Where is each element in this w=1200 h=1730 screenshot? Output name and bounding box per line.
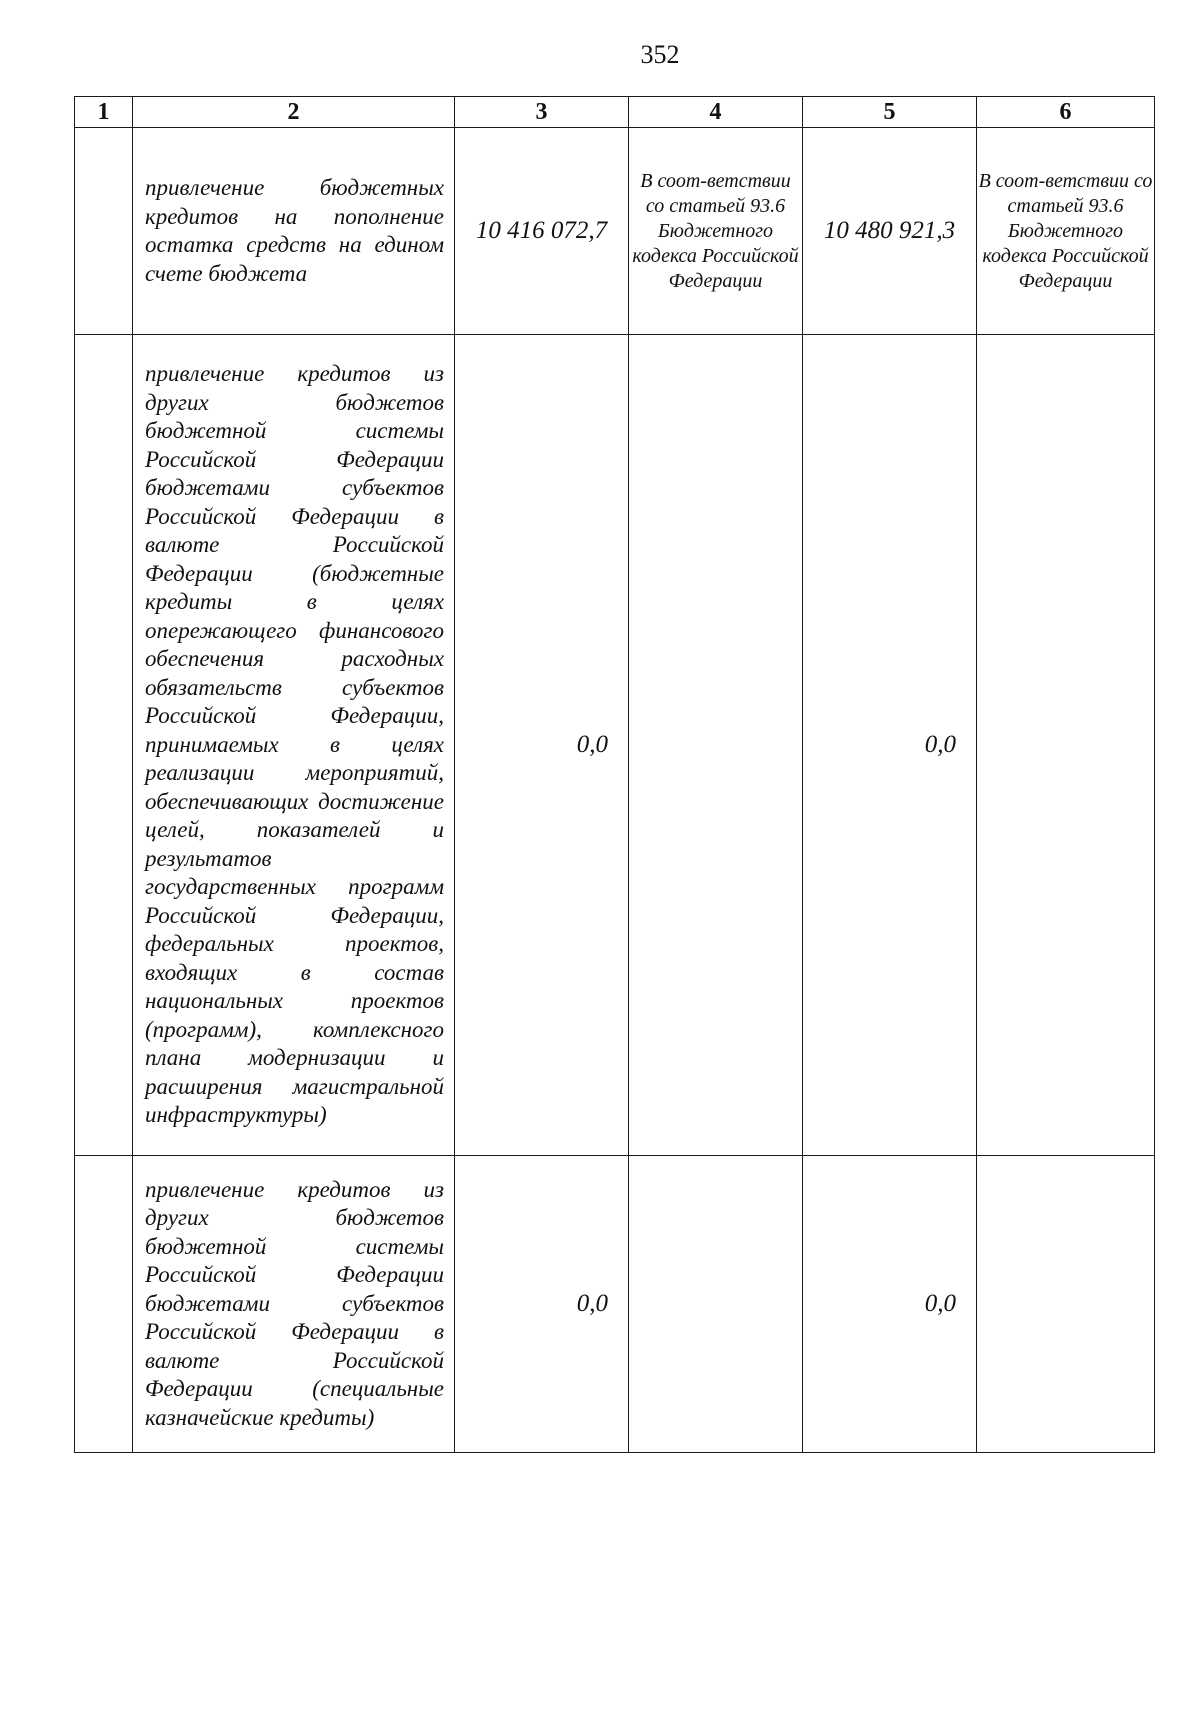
table-row <box>75 335 1155 1156</box>
row-number-cell <box>75 1156 133 1453</box>
plan-terms-cell <box>629 1156 803 1453</box>
column-header-5: 5 <box>803 97 977 128</box>
plan-value-cell: 0,0 <box>455 335 629 1156</box>
row-number-cell <box>75 335 133 1156</box>
column-header-4: 4 <box>629 97 803 128</box>
second-terms-cell <box>977 1156 1155 1453</box>
second-terms-cell <box>977 335 1155 1156</box>
table-header-row <box>75 97 1155 128</box>
column-header-1: 1 <box>75 97 133 128</box>
table-row <box>75 128 1155 335</box>
row-number-cell <box>75 128 133 335</box>
page-number: 352 <box>640 40 680 69</box>
plan-value-cell: 0,0 <box>455 1156 629 1453</box>
column-header-3: 3 <box>455 97 629 128</box>
plan-value-cell: 10 416 072,7 <box>455 128 629 335</box>
second-terms-cell: В соот-ветствии со статьей 93.6 Бюджетного кодекса Российской Федерации <box>977 128 1155 335</box>
row-description: привлечение кредитов из других бюджетов бюджетной системы Российской Федерации бюджетами субъектов Российской Федерации в валюте Российской Федерации (специальные казначейские кредиты) <box>133 1156 455 1453</box>
second-value-cell: 0,0 <box>803 1156 977 1453</box>
row-description: привлечение кредитов из других бюджетов бюджетной системы Российской Федерации бюджетами субъектов Российской Федерации в валюте Российской Федерации (бюджетные кредиты в целях опережающего финансового обеспечения расходных обязательств субъектов Российской Федерации, принимаемых в целях реализации мероприятий, обеспечивающих достижение целей, показателей и результатов государственных программ Российской Федерации, федеральных проектов, входящих в состав национальных проектов (программ), комплексного плана модернизации и расширения магистральной инфраструктуры) <box>133 335 455 1156</box>
column-header-6: 6 <box>977 97 1155 128</box>
row-description: привлечение бюджетных кредитов на пополнение остатка средств на едином счете бюджета <box>133 128 455 335</box>
second-value-cell: 0,0 <box>803 335 977 1156</box>
budget-table <box>74 96 1155 1453</box>
table-row <box>75 1156 1155 1453</box>
plan-terms-cell: В соот-ветствии со статьей 93.6 Бюджетного кодекса Российской Федерации <box>629 128 803 335</box>
column-header-2: 2 <box>133 97 455 128</box>
second-value-cell: 10 480 921,3 <box>803 128 977 335</box>
plan-terms-cell <box>629 335 803 1156</box>
